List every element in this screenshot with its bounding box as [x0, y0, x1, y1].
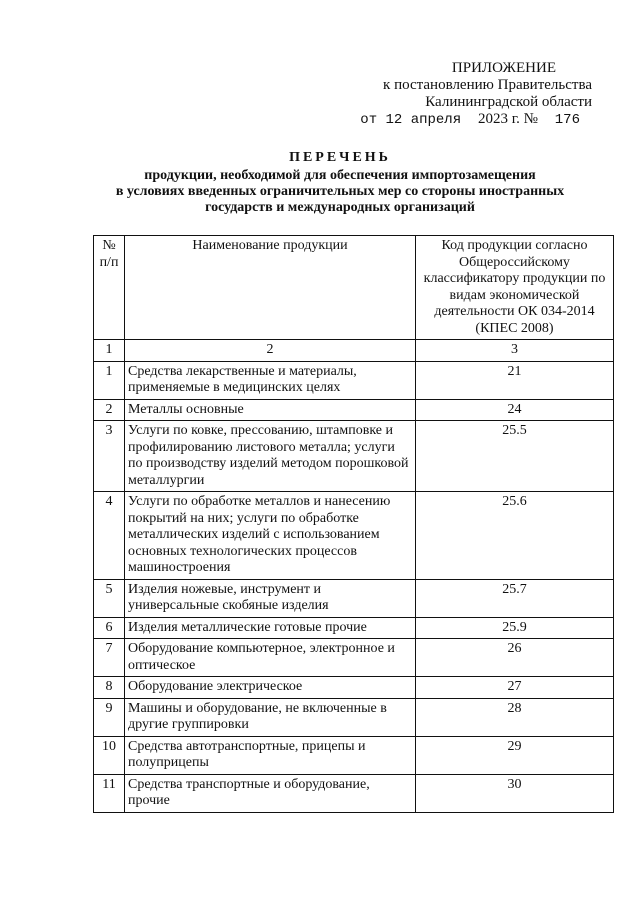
row-number: 6	[94, 617, 125, 639]
index-cell: 2	[125, 340, 416, 362]
table-row	[94, 399, 614, 421]
row-number: 11	[94, 774, 125, 812]
index-cell: 3	[416, 340, 614, 362]
row-number: 5	[94, 579, 125, 617]
row-number: 3	[94, 421, 125, 492]
row-number: 2	[94, 399, 125, 421]
index-cell: 1	[94, 340, 125, 362]
table-row	[94, 698, 614, 736]
row-product-code: 25.6	[416, 492, 614, 580]
row-number: 7	[94, 639, 125, 677]
table-row	[94, 361, 614, 399]
row-product-name: Оборудование электрическое	[125, 677, 416, 699]
row-product-code: 21	[416, 361, 614, 399]
product-table	[93, 235, 614, 813]
date-year: 2023 г. №	[477, 111, 538, 127]
row-number: 4	[94, 492, 125, 580]
row-product-name: Изделия металлические готовые прочие	[125, 617, 416, 639]
date-line	[360, 111, 580, 129]
table-row	[94, 774, 614, 812]
table-row	[94, 677, 614, 699]
row-number: 8	[94, 677, 125, 699]
row-product-name: Средства лекарственные и материалы, применяемые в медицинских целях	[125, 361, 416, 399]
col-name-header: Наименование продукции	[125, 236, 416, 340]
row-product-code: 25.9	[416, 617, 614, 639]
col-code-header: Код продукции согласно Общероссийскому классификатору продукции по видам экономической деятельности ОК 034-2014 (КПЕС 2008)	[416, 236, 614, 340]
title-line-2: в условиях введенных ограничительных мер со стороны иностранных	[115, 184, 565, 199]
table-row	[94, 639, 614, 677]
row-number: 1	[94, 361, 125, 399]
col-num-header: № п/п	[94, 236, 125, 340]
row-product-name: Машины и оборудование, не включенные в другие группировки	[125, 698, 416, 736]
row-product-code: 27	[416, 677, 614, 699]
appendix-header	[360, 60, 592, 129]
table-row	[94, 617, 614, 639]
row-product-name: Изделия ножевые, инструмент и универсальные скобяные изделия	[125, 579, 416, 617]
row-product-name: Услуги по обработке металлов и нанесению покрытий на них; услуги по обработке металлических изделий с использованием основных технологических процессов машиностроения	[125, 492, 416, 580]
row-product-name: Услуги по ковке, прессованию, штамповке и профилированию листового металла; услуги по производству изделий методом порошковой металлургии	[125, 421, 416, 492]
row-product-code: 25.7	[416, 579, 614, 617]
row-product-code: 30	[416, 774, 614, 812]
row-product-code: 29	[416, 736, 614, 774]
resolution-line: к постановлению Правительства	[383, 77, 592, 93]
row-number: 9	[94, 698, 125, 736]
region-line: Калининградской области	[425, 94, 592, 110]
row-product-code: 26	[416, 639, 614, 677]
row-product-name: Средства автотранспортные, прицепы и полуприцепы	[125, 736, 416, 774]
table-index-row	[94, 340, 614, 362]
title-line-1: продукции, необходимой для обеспечения импортозамещения	[144, 168, 536, 183]
table-row	[94, 736, 614, 774]
document-title	[80, 150, 600, 216]
row-product-code: 28	[416, 698, 614, 736]
title-line-3: государств и международных организаций	[205, 200, 475, 215]
appendix-label: ПРИЛОЖЕНИЕ	[451, 60, 556, 76]
table-header-row	[94, 236, 614, 340]
row-product-name: Оборудование компьютерное, электронное и оптическое	[125, 639, 416, 677]
table-row	[94, 579, 614, 617]
row-product-name: Металлы основные	[125, 399, 416, 421]
row-product-code: 25.5	[416, 421, 614, 492]
title-main: ПЕРЕЧЕНЬ	[289, 150, 391, 165]
resolution-number: 176	[554, 112, 580, 128]
row-number: 10	[94, 736, 125, 774]
date-prefix: от 12 апреля	[360, 112, 462, 128]
row-product-code: 24	[416, 399, 614, 421]
row-product-name: Средства транспортные и оборудование, прочие	[125, 774, 416, 812]
table-row	[94, 492, 614, 580]
table-row	[94, 421, 614, 492]
